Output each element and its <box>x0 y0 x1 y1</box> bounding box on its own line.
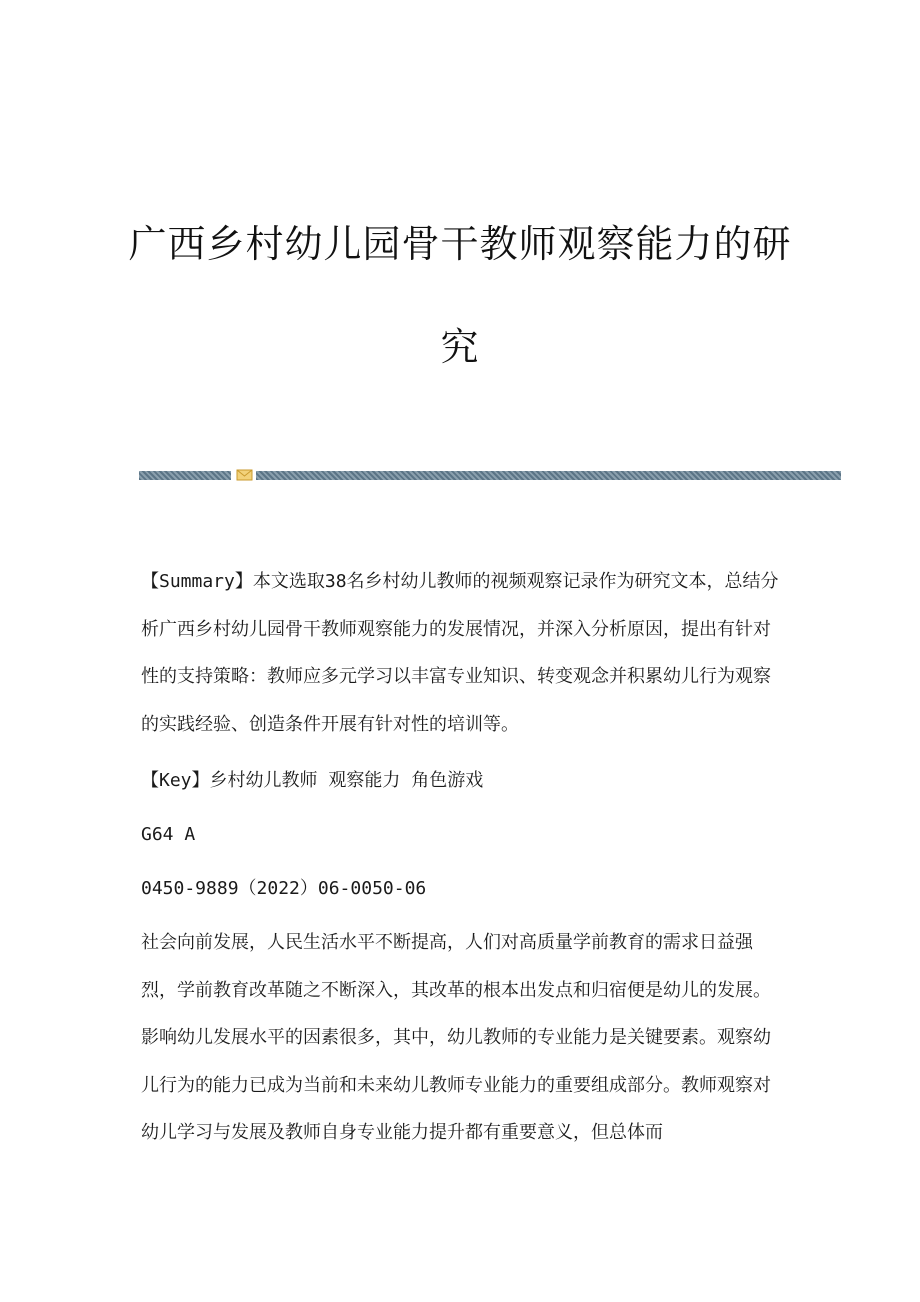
classification-code: G64 A <box>141 824 196 845</box>
keywords-text: 乡村幼儿教师 观察能力 角色游戏 <box>209 770 484 791</box>
keywords-paragraph <box>141 757 781 805</box>
document-title-line-1: 广西乡村幼儿园骨干教师观察能力的研 <box>128 222 792 266</box>
envelope-icon <box>236 468 253 482</box>
document-title-line-2: 究 <box>440 325 480 369</box>
summary-label: 【Summary】 <box>141 571 253 592</box>
summary-paragraph <box>141 558 781 748</box>
title-divider <box>139 471 841 480</box>
divider-left-bar <box>139 471 231 480</box>
keywords-label: 【Key】 <box>141 770 210 791</box>
summary-text: 本文选取38名乡村幼儿教师的视频观察记录作为研究文本，总结分析广西乡村幼儿园骨干教师观察能力的发展情况，并深入分析原因，提出有针对性的支持策略：教师应多元学习以丰富专业知识、转变观念并积累幼儿行为观察的实践经验、创造条件开展有针对性的培训等。 <box>141 571 779 735</box>
divider-right-bar <box>256 471 841 480</box>
article-number: 0450-9889（2022）06-0050-06 <box>141 878 427 899</box>
body-paragraph: 社会向前发展，人民生活水平不断提高，人们对高质量学前教育的需求日益强烈，学前教育改革随之不断深入，其改革的根本出发点和归宿便是幼儿的发展。影响幼儿发展水平的因素很多，其中，幼儿教师的专业能力是关键要素。观察幼儿行为的能力已成为当前和未来幼儿教师专业能力的重要组成部分。教师观察对幼儿学习与发展及教师自身专业能力提升都有重要意义，但总体而 <box>141 932 771 1143</box>
